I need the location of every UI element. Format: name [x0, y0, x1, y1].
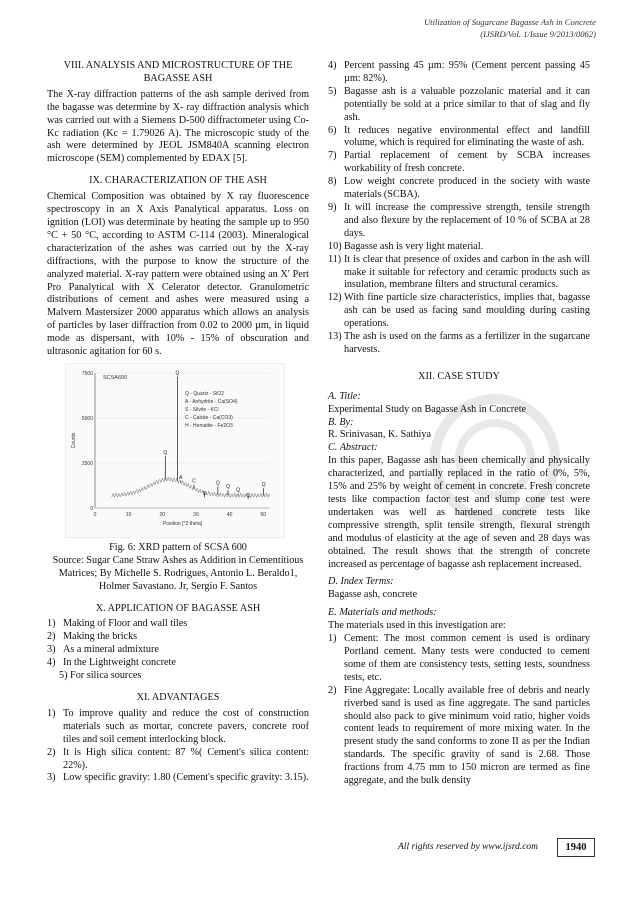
item-number: 1): [328, 633, 337, 645]
section-11-title: XI. ADVANTAGES: [136, 692, 220, 703]
list-item: [328, 685, 590, 788]
x-tick-label: 30: [193, 511, 199, 518]
item-number: 2): [328, 684, 337, 696]
list-item: [328, 241, 590, 254]
materials-list: [328, 633, 590, 788]
header-title: Utilization of Sugarcane Bagasse Ash in Concrete: [423, 17, 596, 27]
list-item: [328, 292, 590, 331]
item-number: 7): [328, 150, 337, 162]
item-number: 8): [328, 176, 337, 188]
running-header: [424, 16, 596, 40]
subsection-c-label: C. Abstract:: [328, 442, 378, 454]
item-number: 4): [328, 60, 337, 71]
x-tick-label: 20: [159, 511, 166, 518]
figure-caption: Fig. 6: XRD pattern of SCSA 600: [109, 541, 247, 553]
item-text: As a mineral admixture: [63, 644, 159, 656]
item-number: 11): [328, 253, 342, 265]
legend-entry-3: C - Calcite - Ca(CO3): [185, 414, 233, 421]
item-number: 2): [47, 631, 56, 643]
item-text: Low weight concrete produced in the society with waste materials (SCBA).: [344, 176, 590, 201]
x-tick-label: 50: [260, 511, 267, 518]
advantages-list: [47, 708, 309, 785]
section-8-body: The X-ray diffraction patterns of the ash sample derived from the bagasse was determine by X- ray diffraction analysis which was carried out with a Siemens D-500 diffractometer using Co- Kc radiation (Kc = 1.79026 A). The microscopic study of the ash were determined by JEOL JSM840A scanning electron microscope (SEM) complemented by EDAX [5].: [47, 88, 309, 165]
item-number: 1): [47, 618, 56, 630]
y-tick-label: 0: [90, 505, 93, 512]
item-number: 2): [47, 746, 56, 758]
list-item: [47, 657, 309, 670]
section-8-title: VIII. ANALYSIS AND MICROSTRUCTURE OF THE BAGASSE ASH: [63, 60, 293, 84]
list-item: [328, 86, 590, 125]
list-item: [47, 747, 309, 773]
legend-entry-0: Q - Quartz - SiO2: [185, 390, 224, 397]
item-text: Cement: The most common cement is used is ordinary Portland cement. Many tests were conducted to cement some of them are consistency tests, setting tests, soundness tests, etc.: [344, 633, 590, 683]
item-number: 12): [328, 292, 342, 304]
item-text: The ash is used on the farms as a fertilizer in the sugarcane harvests.: [344, 331, 590, 355]
list-item: [47, 631, 309, 644]
section-12-title: XII. CASE STUDY: [418, 370, 500, 382]
list-item: [328, 125, 590, 151]
item-number: 1): [47, 707, 56, 719]
peak-label-8: C: [246, 492, 250, 499]
peak-label-2: A: [179, 474, 183, 481]
list-item: [328, 331, 590, 357]
item-number: 10): [328, 240, 342, 252]
peak-label-0: Q: [175, 370, 180, 377]
item-text: With fine particle size characteristics, implies that, bagasse ash can be used as facing sand moulding during casting operations.: [344, 292, 590, 330]
peak-label-4: S: [202, 491, 207, 498]
item-text: Bagasse ash is very light material.: [344, 240, 484, 252]
item-number: 4): [47, 657, 56, 669]
x-axis-label: Position [°2 theta]: [162, 520, 203, 527]
legend-entry-1: A - Anhydrite - Ca(SO4): [185, 398, 238, 405]
item-text: Making of Floor and wall tiles: [63, 618, 188, 630]
item-text: It is High silica content: 87 %( Cement's silica content: 22%).: [63, 746, 309, 771]
list-item: [47, 644, 309, 657]
peak-label-5: Q: [215, 480, 220, 487]
item-text: It reduces negative environmental effect and landfill volume, which is required for eliminating the waste of ash.: [344, 124, 590, 149]
right-column: [328, 60, 590, 788]
item-number: 9): [328, 201, 337, 213]
item-text: Making the bricks: [63, 631, 138, 643]
y-tick-label: 5000: [81, 415, 93, 422]
list-item-silica: 5) For silica sources: [59, 670, 142, 682]
subsection-a-label: A. Title:: [328, 390, 361, 402]
item-text: Partial replacement of cement by SCBA increases workability of fresh concrete.: [344, 150, 590, 175]
subsection-b-text: R. Srinivasan, K. Sathiya: [328, 429, 431, 441]
list-item: [328, 633, 590, 685]
subsection-c-text: In this paper, Bagasse ash has been chemically and physically characterized, and partially replaced in the ratio of 0%, 5%, 15% and 25% by weight of cement in concrete. Fresh concrete tests like compaction factor test and slump cone test were undertaken was well as hardened concrete tests like compressive strength, split tensile strength, flexural strength and modulus of elasticity at the age of seven and 28 days was obtained. The result shows that the strength of concrete increased as percentage of bagasse ash replacement increased.: [328, 455, 590, 570]
list-item: [328, 60, 590, 86]
legend-entry-2: S - Silvite - KCl: [185, 406, 219, 413]
y-tick-label: 2500: [81, 460, 93, 467]
list-item: [47, 708, 309, 747]
figure-source: Source: Sugar Cane Straw Ashes as Addition in Cementitious Matrices; By Michelle S. Rodrigues, Antonio L. Beraldo1, Holmer Savastano. Jr, Sergio F. Santos: [52, 554, 304, 592]
item-text: In the Lightweight concrete: [63, 657, 176, 669]
page-number: 1940: [557, 838, 595, 857]
x-tick-label: 40: [226, 511, 233, 518]
subsection-d-text: Bagasse ash, concrete: [328, 589, 418, 601]
peak-label-6: Q: [225, 483, 230, 490]
peak-label-9: Q: [261, 482, 266, 489]
y-axis-label: Counts: [71, 432, 77, 449]
subsection-e-label: E. Materials and methods:: [328, 607, 437, 619]
peak-label-3: C: [192, 478, 196, 485]
subsection-e-intro: The materials used in this investigation are:: [328, 620, 506, 632]
application-list: [47, 618, 309, 670]
subsection-a-text: Experimental Study on Bagasse Ash in Concrete: [328, 403, 527, 415]
list-item: [47, 772, 309, 785]
peak-label-1: Q: [163, 449, 168, 456]
item-text: Fine Aggregate: Locally available free of debris and nearly riverbed sand is used as fine aggregate. The sand particles should also pack to give minimum void ratio, higher voids content leads to requirement of more mixing water. In the present study the sand conforms to zone II as per the Indian standards. The specific gravity of sand is 2.68. Those fractions from 4.75 mm to 150 micron are termed as fine aggregate, and the bulk density: [344, 684, 590, 787]
item-number: 3): [47, 644, 56, 656]
item-text: It is clear that presence of oxides and carbon in the ash will make it suitable for refectory and ceramic products such as insulation, membrane filters and structural ceramics.: [344, 253, 590, 291]
item-number: 13): [328, 331, 342, 343]
section-10-title: X. APPLICATION OF BAGASSE ASH: [95, 602, 261, 614]
header-issue: (IJSRD/Vol. 1/Issue 9/2013/0062): [480, 29, 596, 39]
list-item: [47, 618, 309, 631]
peak-label-7: Q: [236, 487, 240, 494]
chart-title: SCSA600: [103, 374, 128, 381]
section-9-title: IX. CHARACTERIZATION OF THE ASH: [89, 175, 267, 187]
subsection-d-label: D. Index Terms:: [328, 576, 394, 588]
list-item: [328, 150, 590, 176]
advantages-list-continued: [328, 60, 590, 357]
list-item: [328, 254, 590, 293]
item-number: 5): [328, 85, 337, 97]
item-text: Bagasse ash is a valuable pozzolanic material and it can potentially be sold at a price similar to that of slag and fly ash.: [344, 85, 590, 123]
left-column: [47, 60, 309, 785]
item-text: It will increase the compressive strength, tensile strength and also flexure by the replacement of 10 % of SCBA at 28 days.: [344, 201, 590, 239]
y-tick-label: 7500: [81, 370, 93, 377]
xrd-chart: [65, 363, 285, 538]
footer-rights: All rights reserved by www.ijsrd.com: [398, 842, 539, 852]
x-tick-label: 0: [93, 511, 97, 518]
xrd-chart-svg: [65, 363, 285, 538]
item-text: Percent passing 45 µm: 95% (Cement percent passing 45 µm: 82%).: [344, 60, 590, 84]
item-text: Low specific gravity: 1.80 (Cement's specific gravity: 3.15).: [63, 772, 309, 784]
subsection-b-label: B. By:: [328, 416, 354, 428]
section-9-body: Chemical Composition was obtained by X ray fluorescence spectroscopy in an X Axis Panalytical apparatus. Loss on ignition (LOI) was determinate by heating the sample up to 950 °C + 50 °C, according to ASTM C-114 (2003). Mineralogical characterization of the ashes was carried out by the X-ray diffractions, with the purpose to know the structure of the analyzed material. X-ray pattern were obtained using an X' Pert Pro Panalytical with X Celerator detector. Granulometric distributions of cement and ashes were measured using a Malvern Mastersizer 2000 apparatus which allows an analysis of particles by laser diffraction from 0.02 to 2000 µm, in liquid mode as dispersant, with 10% - 15% of obscuration and ultrasonic agitation for 60 s.: [47, 191, 309, 358]
list-item: [328, 202, 590, 241]
item-text: To improve quality and reduce the cost of construction materials such as mortar, concrete pavers, concrete roof tiles and soil cement interlocking block.: [63, 707, 309, 745]
legend-entry-4: H - Hematite - Fe2O3: [185, 422, 233, 429]
item-number: 3): [47, 772, 56, 784]
item-number: 6): [328, 124, 337, 136]
x-tick-label: 10: [125, 511, 132, 518]
list-item: [328, 176, 590, 202]
